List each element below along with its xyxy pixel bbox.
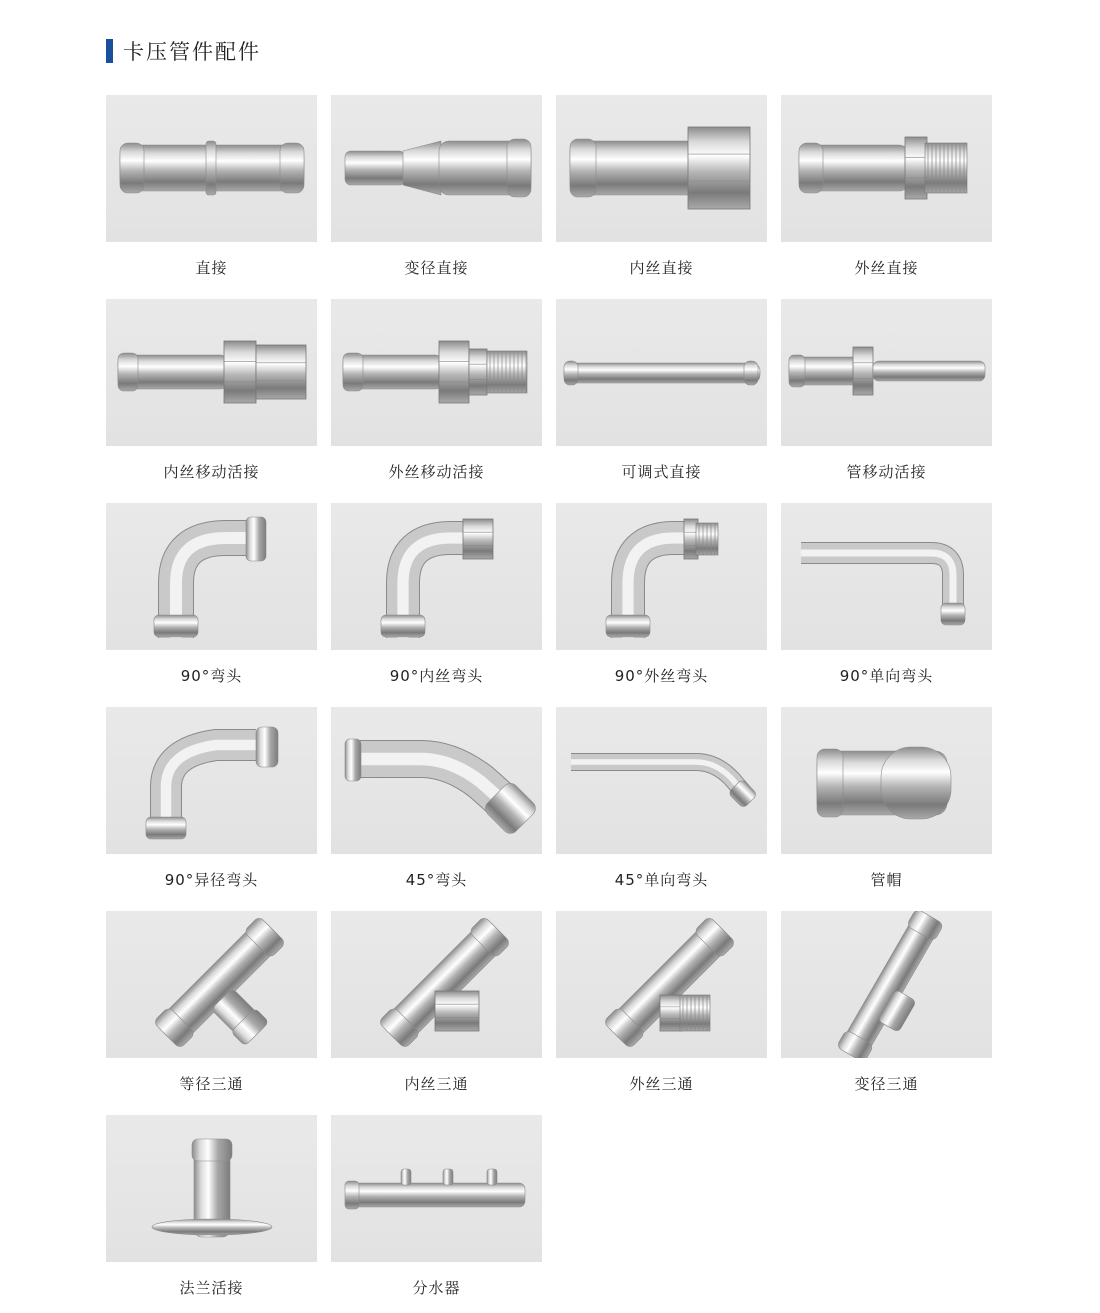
product-label: 90°内丝弯头 xyxy=(389,667,484,685)
female-elbow-90-icon xyxy=(331,503,542,650)
product-image xyxy=(331,1115,542,1262)
product-card[interactable] xyxy=(781,911,992,1094)
product-label: 直接 xyxy=(195,259,228,277)
section-header xyxy=(106,38,261,64)
single-elbow-45-icon xyxy=(556,707,767,854)
product-card[interactable] xyxy=(781,503,992,686)
page-title: 卡压管件配件 xyxy=(123,40,261,64)
product-label: 90°单向弯头 xyxy=(839,667,934,685)
product-card[interactable] xyxy=(556,95,767,278)
product-image xyxy=(556,95,767,242)
product-label: 外丝移动活接 xyxy=(388,463,485,481)
pipe-union-icon xyxy=(781,299,992,446)
straight-coupling-icon xyxy=(106,95,317,242)
product-card[interactable] xyxy=(556,911,767,1094)
male-tee-icon xyxy=(556,911,767,1058)
product-card[interactable] xyxy=(781,95,992,278)
product-image xyxy=(106,1115,317,1262)
product-label: 等径三通 xyxy=(179,1075,244,1093)
product-card[interactable] xyxy=(331,503,542,686)
product-image xyxy=(331,95,542,242)
product-card[interactable] xyxy=(106,1115,317,1298)
product-label: 外丝三通 xyxy=(629,1075,694,1093)
product-image xyxy=(331,911,542,1058)
male-union-icon xyxy=(331,299,542,446)
pipe-cap-icon xyxy=(781,707,992,854)
product-image xyxy=(331,299,542,446)
product-image xyxy=(781,95,992,242)
product-card[interactable] xyxy=(106,95,317,278)
product-card[interactable] xyxy=(331,299,542,482)
product-image xyxy=(556,299,767,446)
product-card[interactable] xyxy=(781,299,992,482)
product-card[interactable] xyxy=(331,707,542,890)
product-image xyxy=(106,503,317,650)
product-label: 内丝三通 xyxy=(404,1075,469,1093)
product-label: 可调式直接 xyxy=(621,463,702,481)
elbow-90-icon xyxy=(106,503,317,650)
flange-union-icon xyxy=(106,1115,317,1262)
adjustable-coupling-icon xyxy=(556,299,767,446)
product-card[interactable] xyxy=(106,503,317,686)
female-union-icon xyxy=(106,299,317,446)
product-card[interactable] xyxy=(106,299,317,482)
product-label: 45°单向弯头 xyxy=(614,871,709,889)
product-card[interactable] xyxy=(331,1115,542,1298)
single-elbow-90-icon xyxy=(781,503,992,650)
accent-bar xyxy=(106,39,113,63)
reducing-tee-icon xyxy=(781,911,992,1058)
product-label: 45°弯头 xyxy=(405,871,468,889)
product-image xyxy=(106,299,317,446)
product-image xyxy=(556,707,767,854)
product-card[interactable] xyxy=(556,707,767,890)
product-image xyxy=(106,911,317,1058)
product-image xyxy=(331,707,542,854)
product-label: 90°外丝弯头 xyxy=(614,667,709,685)
female-tee-icon xyxy=(331,911,542,1058)
product-image xyxy=(556,911,767,1058)
product-label: 外丝直接 xyxy=(854,259,919,277)
product-label: 90°弯头 xyxy=(180,667,243,685)
manifold-icon xyxy=(331,1115,542,1262)
product-label: 变径三通 xyxy=(854,1075,919,1093)
product-label: 管帽 xyxy=(870,871,903,889)
product-card[interactable] xyxy=(331,911,542,1094)
product-card[interactable] xyxy=(556,299,767,482)
product-label: 法兰活接 xyxy=(179,1279,244,1297)
product-image xyxy=(331,503,542,650)
product-label: 管移动活接 xyxy=(846,463,927,481)
male-thread-coupling-icon xyxy=(781,95,992,242)
product-image xyxy=(106,95,317,242)
product-card[interactable] xyxy=(781,707,992,890)
product-image xyxy=(556,503,767,650)
product-label: 内丝移动活接 xyxy=(163,463,260,481)
product-label: 90°异径弯头 xyxy=(164,871,259,889)
product-image xyxy=(781,911,992,1058)
product-image xyxy=(781,299,992,446)
equal-tee-icon xyxy=(106,911,317,1058)
male-elbow-90-icon xyxy=(556,503,767,650)
product-image xyxy=(781,707,992,854)
product-card[interactable] xyxy=(106,707,317,890)
product-card[interactable] xyxy=(106,911,317,1094)
product-card[interactable] xyxy=(556,503,767,686)
product-label: 分水器 xyxy=(412,1279,461,1297)
female-thread-coupling-icon xyxy=(556,95,767,242)
product-label: 变径直接 xyxy=(404,259,469,277)
reducing-coupling-icon xyxy=(331,95,542,242)
product-card[interactable] xyxy=(331,95,542,278)
product-image xyxy=(781,503,992,650)
elbow-45-icon xyxy=(331,707,542,854)
product-label: 内丝直接 xyxy=(629,259,694,277)
product-image xyxy=(106,707,317,854)
reducing-elbow-90-icon xyxy=(106,707,317,854)
